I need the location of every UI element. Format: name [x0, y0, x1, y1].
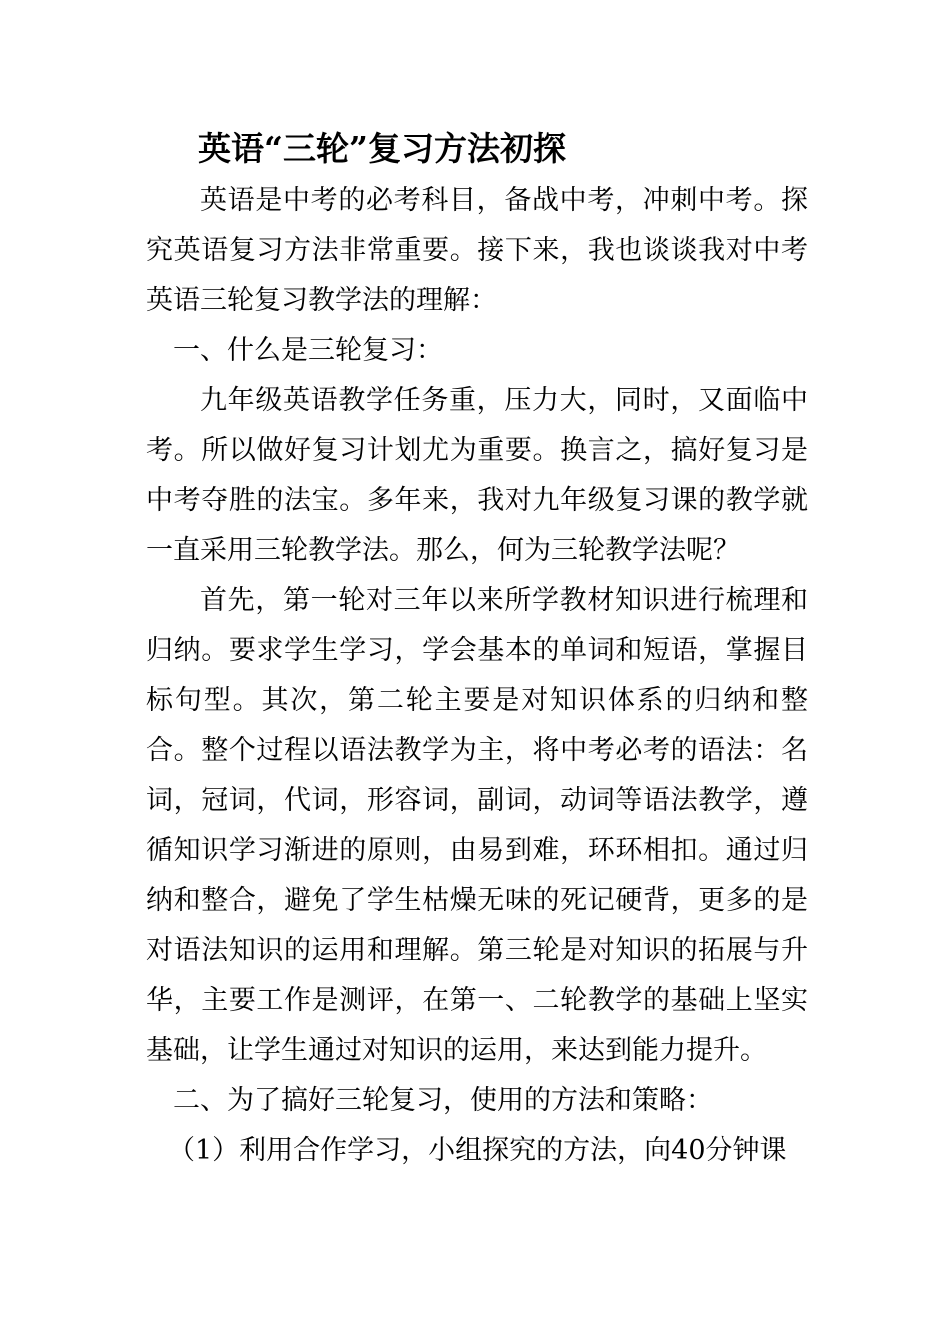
section-heading-1: 一、什么是三轮复习： — [173, 335, 443, 366]
paragraph-intro: 英语是中考的必考科目，备战中考，冲刺中考。探究英语复习方法非常重要。接下来，我也谈谈我对中考英语三轮复习教学法的理解： — [146, 185, 808, 316]
document-title: 英语“三轮”复习方法初探 — [198, 129, 566, 168]
paragraph-method-1: （1）利用合作学习，小组探究的方法，向40分钟课 — [168, 1135, 787, 1166]
section-heading-2: 二、为了搞好三轮复习，使用的方法和策略： — [173, 1085, 713, 1116]
paragraph-section-1: 九年级英语教学任务重，压力大，同时，又面临中考。所以做好复习计划尤为重要。换言之，搞好复习是中考夺胜的法宝。多年来，我对九年级复习课的教学就一直采用三轮教学法。那么，何为三轮教学法呢？ — [146, 385, 808, 566]
document-body — [146, 176, 808, 1176]
paragraph-three-rounds: 首先，第一轮对三年以来所学教材知识进行梳理和归纳。要求学生学习，学会基本的单词和短语，掌握目标句型。其次，第二轮主要是对知识体系的归纳和整合。整个过程以语法教学为主，将中考必考的语法：名词，冠词，代词，形容词，副词，动词等语法教学，遵循知识学习渐进的原则，由易到难，环环相扣。通过归纳和整合，避免了学生枯燥无味的死记硬背，更多的是对语法知识的运用和理解。第三轮是对知识的拓展与升华，主要工作是测评，在第一、二轮教学的基础上坚实基础，让学生通过对知识的运用，来达到能力提升。 — [146, 585, 808, 1066]
